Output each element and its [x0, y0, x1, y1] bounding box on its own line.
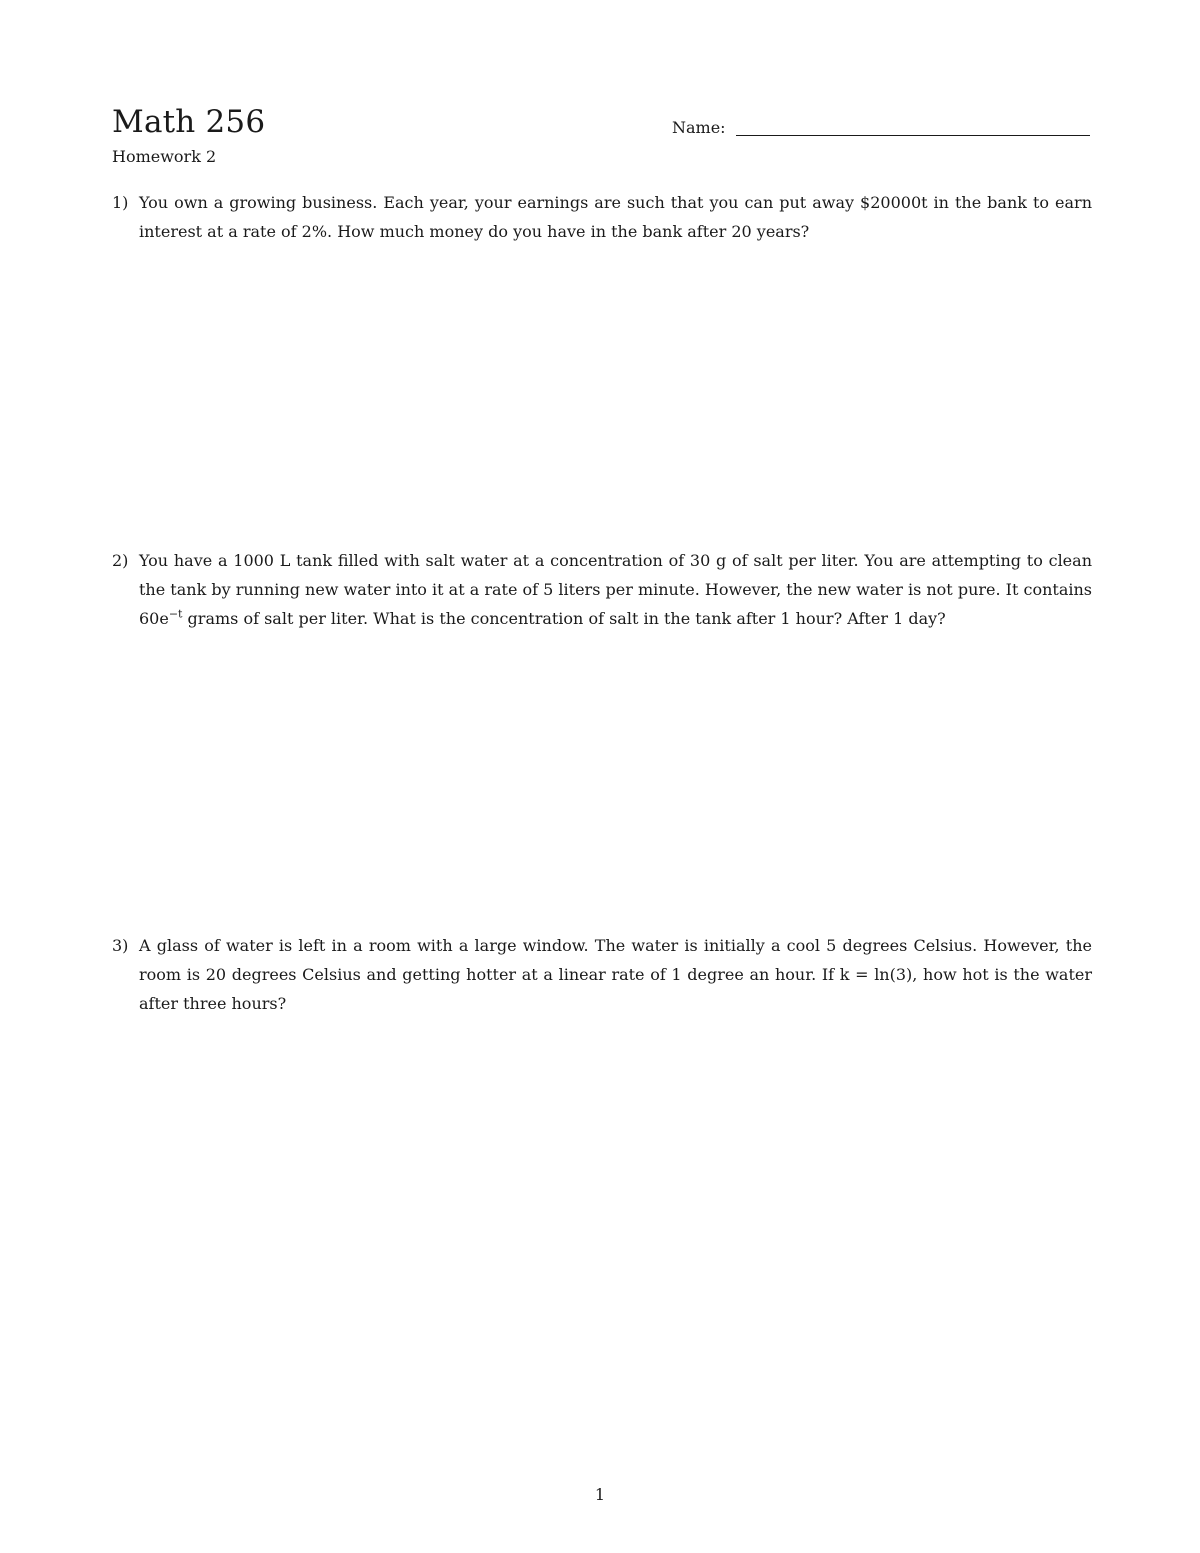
problem-2: [112, 546, 1092, 633]
problem-text-after-exponent: grams of salt per liter. What is the concentration of salt in the tank after 1 hour? After 1 day?: [182, 609, 946, 628]
problem-text: A glass of water is left in a room with a large window. The water is initially a cool 5 degrees Celsius. However, the room is 20 degrees Celsius and getting hotter at a linear rate of 1 degree an hour. If k = ln(3), how hot is the water after three hours?: [139, 936, 1092, 1013]
problem-3: [112, 931, 1092, 1018]
problem-number: 2): [112, 551, 129, 570]
problem-text: You own a growing business. Each year, your earnings are such that you can put away $20000t in the bank to earn interest at a rate of 2%. How much money do you have in the bank after 20 years?: [139, 193, 1092, 241]
page-number: 1: [594, 1485, 606, 1504]
problem-number: 1): [112, 193, 129, 212]
problem-text-before-exponent: You have a 1000 L tank filled with salt water at a concentration of 30 g of salt per liter. You are attempting to clean the tank by running new water into it at a rate of 5 liters per minute. However, the new water is not pure. It contains 60e: [139, 551, 1092, 628]
homework-subtitle: Homework 2: [112, 147, 217, 166]
name-field: [672, 116, 1090, 140]
problem-number: 3): [112, 936, 129, 955]
problem-text: [139, 546, 1092, 633]
problem-1: [112, 188, 1092, 246]
exponent: −t: [168, 607, 183, 621]
course-title: Math 256: [112, 104, 266, 140]
name-underline: [736, 135, 1090, 136]
name-label: Name:: [672, 118, 726, 137]
